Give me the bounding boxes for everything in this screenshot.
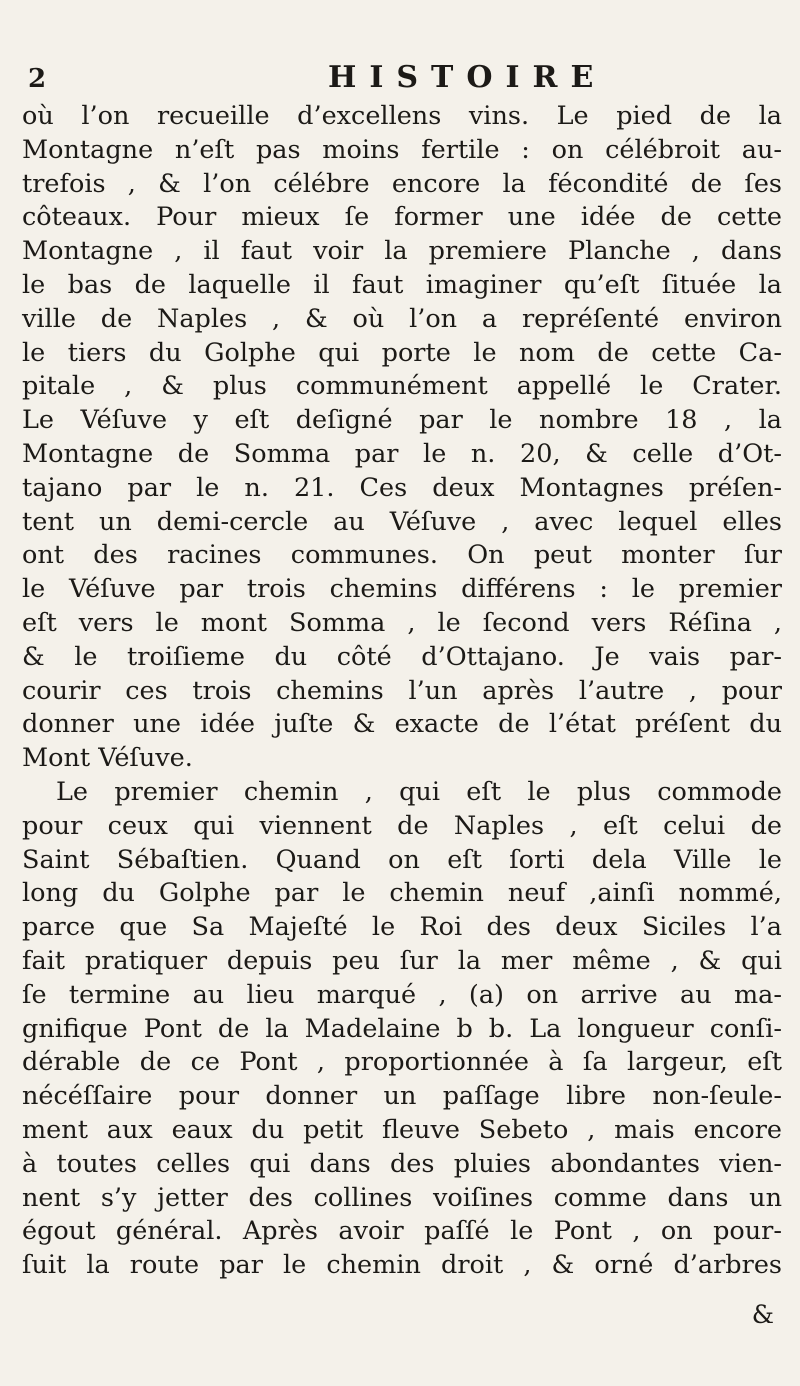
text-line: trefois , & l’on célébre encore la fécondité de ſes bbox=[22, 168, 782, 199]
text-line: pitale , & plus communément appellé le Crater. bbox=[22, 371, 782, 402]
text-line: à toutes celles qui dans des pluies abondantes vien- bbox=[22, 1148, 782, 1179]
body-text bbox=[22, 100, 782, 1283]
page-number: 2 bbox=[28, 64, 47, 94]
page-header bbox=[28, 60, 782, 100]
text-line: nécéſſaire pour donner un paſſage libre non-ſeule- bbox=[22, 1081, 782, 1112]
text-line: fait pratiquer depuis peu ſur la mer même , & qui bbox=[22, 945, 782, 976]
text-line: courir ces trois chemins l’un après l’autre , pour bbox=[22, 675, 782, 706]
text-line: Montagne de Somma par le n. 20, & celle d’Ot- bbox=[22, 438, 782, 469]
text-line: ſe termine au lieu marqué , (a) on arrive au ma- bbox=[22, 979, 782, 1010]
text-line: parce que Sa Majeſté le Roi des deux Siciles l’a bbox=[22, 912, 782, 943]
text-line: où l’on recueille d’excellens vins. Le pied de la bbox=[22, 101, 782, 131]
text-line: le Véſuve par trois chemins différens : le premier bbox=[22, 574, 782, 605]
catchword: & bbox=[751, 1300, 774, 1329]
running-head: HISTOIRE bbox=[328, 60, 607, 95]
text-line: Le premier chemin , qui eſt le plus commode bbox=[56, 776, 782, 807]
text-line: ville de Naples , & où l’on a repréſenté environ bbox=[22, 303, 782, 334]
text-line: pour ceux qui viennent de Naples , eſt celui de bbox=[22, 810, 782, 841]
text-line: Saint Sébaſtien. Quand on eſt ſorti dela Ville le bbox=[22, 844, 782, 875]
text-line: côteaux. Pour mieux ſe former une idée de cette bbox=[22, 202, 782, 233]
text-line: Montagne n’eſt pas moins fertile : on célébroit au- bbox=[22, 134, 782, 165]
text-line: le bas de laquelle il faut imaginer qu’eſt ſituée la bbox=[22, 269, 782, 300]
text-line: ont des racines communes. On peut monter ſur bbox=[22, 540, 782, 571]
text-line: tajano par le n. 21. Ces deux Montagnes préſen- bbox=[22, 472, 782, 503]
text-line: tent un demi-cercle au Véſuve , avec lequel elles bbox=[22, 506, 782, 537]
text-line: long du Golphe par le chemin neuf ,ainſi nommé, bbox=[22, 878, 782, 909]
text-line: nent s’y jetter des collines voiſines comme dans un bbox=[22, 1182, 782, 1213]
text-line: eſt vers le mont Somma , le ſecond vers Réſina , bbox=[22, 607, 782, 638]
text-line: ſuit la route par le chemin droit , & orné d’arbres bbox=[22, 1250, 782, 1281]
text-line: gnifique Pont de la Madelaine b b. La longueur conſi- bbox=[22, 1013, 782, 1044]
text-line: ment aux eaux du petit fleuve Sebeto , mais encore bbox=[22, 1114, 782, 1145]
text-line: le tiers du Golphe qui porte le nom de cette Ca- bbox=[22, 337, 782, 368]
text-line: & le troiſieme du côté d’Ottajano. Je vais par- bbox=[22, 641, 782, 672]
text-line: égout général. Après avoir paſſé le Pont , on pour- bbox=[22, 1216, 782, 1247]
text-line: donner une idée juſte & exacte de l’état préſent du bbox=[22, 709, 782, 740]
text-line: Montagne , il faut voir la premiere Planche , dans bbox=[22, 236, 782, 267]
text-line: Le Véſuve y eſt deſigné par le nombre 18 , la bbox=[22, 405, 782, 436]
text-line: Mont Véſuve. bbox=[22, 743, 193, 774]
text-line: dérable de ce Pont , proportionnée à ſa largeur, eſt bbox=[22, 1047, 782, 1078]
